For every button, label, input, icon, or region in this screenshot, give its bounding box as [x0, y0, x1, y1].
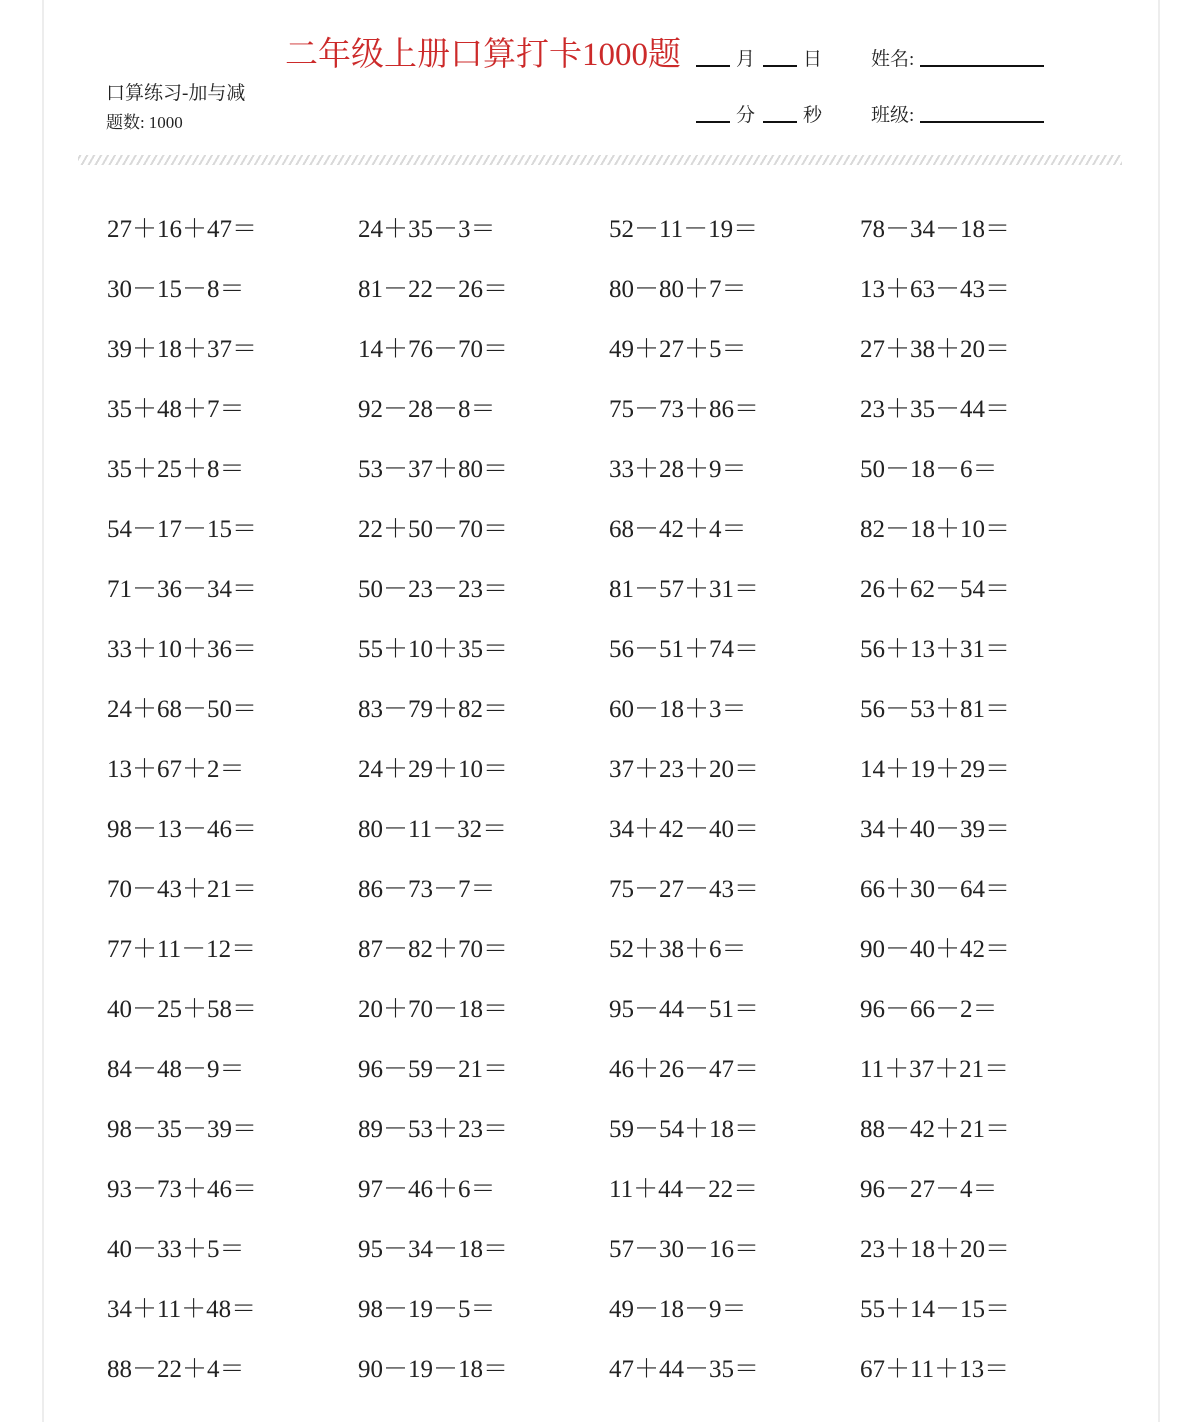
problem-item: 22＋50－70＝ [358, 516, 509, 543]
problem-item: 81－22－26＝ [358, 276, 509, 303]
problem-row [107, 570, 1127, 610]
problem-item: 70－43＋21＝ [107, 876, 258, 903]
problem-count-label: 题数: [106, 113, 145, 132]
problem-item: 24＋35－3＝ [358, 216, 496, 243]
problem-row [107, 330, 1127, 370]
problem-item: 27＋38＋20＝ [860, 336, 1011, 363]
problem-item: 98－35－39＝ [107, 1116, 258, 1143]
problem-item: 93－73＋46＝ [107, 1176, 258, 1203]
problem-row [107, 1050, 1127, 1090]
problem-row [107, 630, 1127, 670]
problem-item: 50－18－6＝ [860, 456, 998, 483]
name-label: 姓名: [871, 49, 915, 70]
problem-row [107, 930, 1127, 970]
problem-item: 88－22＋4＝ [107, 1356, 245, 1383]
name-field [871, 44, 1050, 71]
problem-item: 55＋10＋35＝ [358, 636, 509, 663]
day-blank[interactable] [763, 64, 797, 67]
problem-count [106, 108, 183, 133]
problem-item: 75－27－43＝ [609, 876, 760, 903]
problem-item: 89－53＋23＝ [358, 1116, 509, 1143]
problem-item: 34＋11＋48＝ [107, 1296, 257, 1323]
problem-item: 56－53＋81＝ [860, 696, 1011, 723]
problem-item: 33＋10＋36＝ [107, 636, 258, 663]
problem-item: 92－28－8＝ [358, 396, 496, 423]
problem-item: 49＋27＋5＝ [609, 336, 747, 363]
minute-blank[interactable] [696, 120, 730, 123]
class-field [871, 100, 1050, 127]
problem-row [107, 450, 1127, 490]
problem-item: 87－82＋70＝ [358, 936, 509, 963]
problem-item: 90－19－18＝ [358, 1356, 509, 1383]
day-label: 日 [803, 49, 823, 70]
problem-row [107, 390, 1127, 430]
problem-item: 26＋62－54＝ [860, 576, 1011, 603]
problem-item: 83－79＋82＝ [358, 696, 509, 723]
problem-item: 34＋42－40＝ [609, 816, 760, 843]
problem-item: 52＋38＋6＝ [609, 936, 747, 963]
name-blank[interactable] [920, 64, 1044, 67]
problem-item: 67＋11＋13＝ [860, 1356, 1010, 1383]
problem-item: 78－34－18＝ [860, 216, 1011, 243]
problem-item: 47＋44－35＝ [609, 1356, 760, 1383]
second-label: 秒 [803, 105, 823, 126]
problem-item: 57－30－16＝ [609, 1236, 760, 1263]
problem-row [107, 1170, 1127, 1210]
problem-item: 98－19－5＝ [358, 1296, 496, 1323]
problem-item: 54－17－15＝ [107, 516, 258, 543]
second-blank[interactable] [763, 120, 797, 123]
problem-row [107, 810, 1127, 850]
problem-item: 23＋18＋20＝ [860, 1236, 1011, 1263]
problem-item: 55＋14－15＝ [860, 1296, 1011, 1323]
problem-item: 71－36－34＝ [107, 576, 258, 603]
problem-item: 30－15－8＝ [107, 276, 245, 303]
problem-item: 96－66－2＝ [860, 996, 998, 1023]
problem-item: 52－11－19＝ [609, 216, 759, 243]
problem-row [107, 1230, 1127, 1270]
problem-item: 39＋18＋37＝ [107, 336, 258, 363]
problem-item: 49－18－9＝ [609, 1296, 747, 1323]
problem-item: 86－73－7＝ [358, 876, 496, 903]
problem-item: 13＋63－43＝ [860, 276, 1011, 303]
problem-item: 13＋67＋2＝ [107, 756, 245, 783]
problem-item: 46＋26－47＝ [609, 1056, 760, 1083]
problem-item: 27＋16＋47＝ [107, 216, 258, 243]
problem-item: 80－80＋7＝ [609, 276, 747, 303]
worksheet-title: 二年级上册口算打卡1000题 [285, 37, 681, 73]
problem-item: 50－23－23＝ [358, 576, 509, 603]
problem-item: 68－42＋4＝ [609, 516, 747, 543]
problem-item: 11＋37＋21＝ [860, 1056, 1010, 1083]
problem-item: 24＋68－50＝ [107, 696, 258, 723]
problem-item: 34＋40－39＝ [860, 816, 1011, 843]
problem-item: 33＋28＋9＝ [609, 456, 747, 483]
problem-count-value: 1000 [148, 113, 183, 132]
class-label: 班级: [871, 105, 915, 126]
class-blank[interactable] [920, 120, 1044, 123]
problem-item: 96－59－21＝ [358, 1056, 509, 1083]
problem-row [107, 270, 1127, 310]
problem-item: 56－51＋74＝ [609, 636, 760, 663]
problem-item: 56＋13＋31＝ [860, 636, 1011, 663]
month-label: 月 [736, 49, 756, 70]
problem-row [107, 690, 1127, 730]
problem-item: 40－33＋5＝ [107, 1236, 245, 1263]
problem-item: 82－18＋10＝ [860, 516, 1011, 543]
problem-row [107, 210, 1127, 250]
problem-item: 37＋23＋20＝ [609, 756, 760, 783]
worksheet-subtitle: 口算练习-加与减 [106, 83, 246, 104]
hatched-divider [78, 155, 1122, 165]
problem-item: 90－40＋42＝ [860, 936, 1011, 963]
problem-item: 96－27－4＝ [860, 1176, 998, 1203]
problem-row [107, 750, 1127, 790]
problem-row [107, 870, 1127, 910]
problem-item: 35＋25＋8＝ [107, 456, 245, 483]
problem-item: 20＋70－18＝ [358, 996, 509, 1023]
problem-item: 53－37＋80＝ [358, 456, 509, 483]
problem-item: 75－73＋86＝ [609, 396, 760, 423]
problem-row [107, 990, 1127, 1030]
problem-row [107, 1110, 1127, 1150]
problem-item: 81－57＋31＝ [609, 576, 760, 603]
problem-item: 35＋48＋7＝ [107, 396, 245, 423]
problem-item: 95－44－51＝ [609, 996, 760, 1023]
problem-item: 77＋11－12＝ [107, 936, 257, 963]
problem-item: 84－48－9＝ [107, 1056, 245, 1083]
problem-row [107, 1350, 1127, 1390]
month-blank[interactable] [696, 64, 730, 67]
problem-item: 59－54＋18＝ [609, 1116, 760, 1143]
problem-item: 23＋35－44＝ [860, 396, 1011, 423]
problem-item: 14＋19＋29＝ [860, 756, 1011, 783]
problem-row [107, 510, 1127, 550]
problem-item: 95－34－18＝ [358, 1236, 509, 1263]
problem-item: 40－25＋58＝ [107, 996, 258, 1023]
problem-item: 88－42＋21＝ [860, 1116, 1011, 1143]
problem-row [107, 1290, 1127, 1330]
problem-item: 98－13－46＝ [107, 816, 258, 843]
problem-item: 24＋29＋10＝ [358, 756, 509, 783]
problem-item: 80－11－32＝ [358, 816, 508, 843]
problem-item: 14＋76－70＝ [358, 336, 509, 363]
problem-item: 97－46＋6＝ [358, 1176, 496, 1203]
problem-item: 66＋30－64＝ [860, 876, 1011, 903]
problem-item: 60－18＋3＝ [609, 696, 747, 723]
time-field [696, 100, 830, 127]
date-field [696, 44, 830, 71]
problem-item: 11＋44－22＝ [609, 1176, 759, 1203]
minute-label: 分 [736, 105, 756, 126]
